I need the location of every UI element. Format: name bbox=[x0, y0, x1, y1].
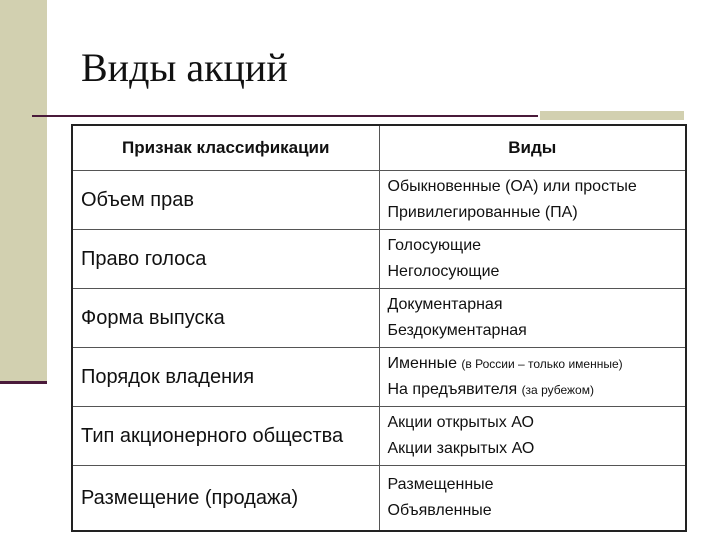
row-types bbox=[379, 407, 686, 466]
row-attribute: Тип акционерного общества bbox=[72, 407, 379, 466]
table-row bbox=[72, 348, 686, 407]
row-types bbox=[379, 348, 686, 407]
type-item bbox=[388, 410, 678, 436]
type-text: Акции закрытых АО bbox=[387, 440, 535, 457]
header-types: Виды bbox=[379, 125, 686, 171]
classification-table bbox=[71, 124, 687, 532]
type-text: На предъявителя bbox=[387, 381, 518, 398]
type-text: Обыкновенные (ОА) или простые bbox=[387, 178, 637, 195]
row-types bbox=[379, 171, 686, 230]
type-item bbox=[388, 377, 678, 403]
type-text: Бездокументарная bbox=[387, 322, 527, 339]
row-attribute: Размещение (продажа) bbox=[72, 466, 379, 532]
row-attribute: Объем прав bbox=[72, 171, 379, 230]
table-row bbox=[72, 407, 686, 466]
type-note: (за рубежом) bbox=[521, 383, 594, 397]
header-attribute: Признак классификации bbox=[72, 125, 379, 171]
slide-title: Виды акций bbox=[81, 45, 288, 90]
type-item bbox=[388, 233, 678, 259]
type-note: (в России – только именные) bbox=[461, 357, 623, 371]
row-types bbox=[379, 289, 686, 348]
type-text: Объявленные bbox=[387, 502, 492, 519]
type-item bbox=[388, 498, 678, 524]
type-item bbox=[388, 259, 678, 285]
table-row bbox=[72, 466, 686, 532]
type-text: Документарная bbox=[387, 296, 503, 313]
row-attribute: Право голоса bbox=[72, 230, 379, 289]
type-text: Неголосующие bbox=[387, 263, 500, 280]
table-row bbox=[72, 230, 686, 289]
left-accent-underline bbox=[0, 381, 47, 384]
type-text: Именные bbox=[387, 355, 457, 372]
type-item bbox=[388, 351, 678, 377]
corner-accent-block bbox=[540, 111, 684, 120]
title-rule bbox=[32, 115, 538, 117]
row-attribute: Порядок владения bbox=[72, 348, 379, 407]
type-text: Голосующие bbox=[387, 237, 482, 254]
type-item bbox=[388, 472, 678, 498]
table-row bbox=[72, 171, 686, 230]
type-item bbox=[388, 200, 678, 226]
table-header-row bbox=[72, 125, 686, 171]
type-item bbox=[388, 292, 678, 318]
row-attribute: Форма выпуска bbox=[72, 289, 379, 348]
left-accent-bar bbox=[0, 0, 47, 383]
type-item bbox=[388, 174, 678, 200]
type-item bbox=[388, 436, 678, 462]
type-text: Привилегированные (ПА) bbox=[387, 204, 578, 221]
type-item bbox=[388, 318, 678, 344]
row-types bbox=[379, 230, 686, 289]
row-types bbox=[379, 466, 686, 532]
table-row bbox=[72, 289, 686, 348]
type-text: Акции открытых АО bbox=[387, 414, 534, 431]
type-text: Размещенные bbox=[387, 476, 494, 493]
